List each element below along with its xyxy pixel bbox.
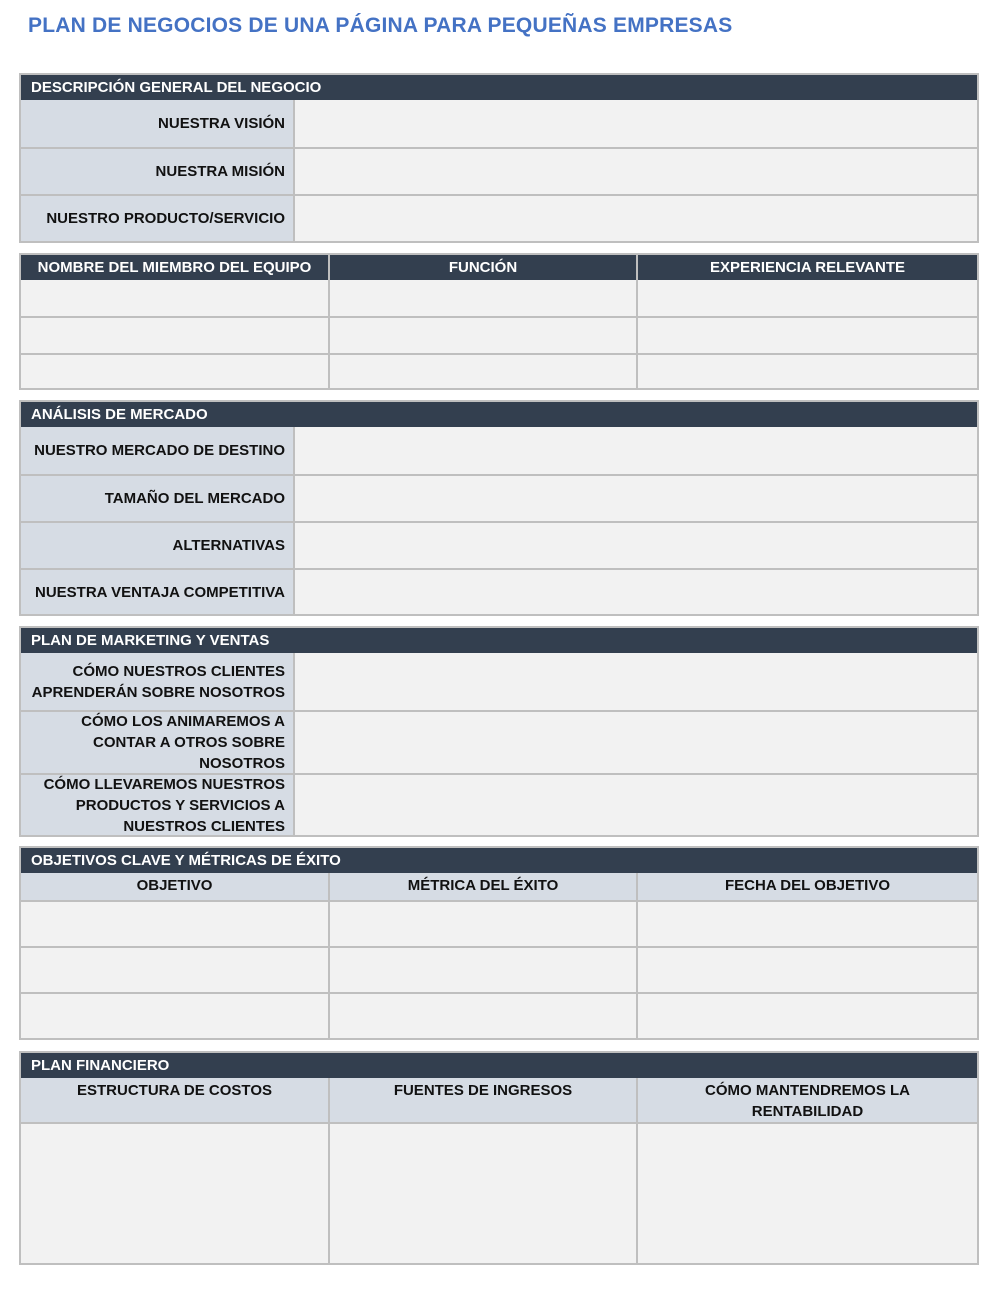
- row-label: CÓMO LLEVAREMOS NUESTROS PRODUCTOS Y SERVICIOS A NUESTROS CLIENTES: [21, 775, 295, 835]
- function-cell[interactable]: [330, 355, 638, 388]
- distribution-row: [21, 773, 977, 835]
- row-label: NUESTRA VENTAJA COMPETITIVA: [21, 570, 295, 614]
- experience-cell[interactable]: [638, 355, 977, 388]
- section-header: PLAN FINANCIERO: [21, 1053, 977, 1078]
- mission-field[interactable]: [295, 149, 977, 194]
- cost-structure-cell[interactable]: [21, 1124, 330, 1263]
- market-analysis-section: [19, 400, 979, 616]
- row-label: ALTERNATIVAS: [21, 523, 295, 568]
- experience-cell[interactable]: [638, 318, 977, 353]
- metric-cell[interactable]: [330, 902, 638, 946]
- date-cell[interactable]: [638, 902, 977, 946]
- table-row: [21, 1122, 977, 1263]
- competitive-advantage-row: [21, 568, 977, 614]
- product-service-field[interactable]: [295, 196, 977, 241]
- team-header-row: [21, 255, 977, 280]
- function-cell[interactable]: [330, 318, 638, 353]
- page-title: PLAN DE NEGOCIOS DE UNA PÁGINA PARA PEQUEÑAS EMPRESAS: [28, 14, 733, 37]
- customer-awareness-field[interactable]: [295, 653, 977, 710]
- section-header: DESCRIPCIÓN GENERAL DEL NEGOCIO: [21, 75, 977, 100]
- mission-row: [21, 147, 977, 194]
- row-label: NUESTRO PRODUCTO/SERVICIO: [21, 196, 295, 241]
- marketing-sales-section: [19, 626, 979, 837]
- row-label: CÓMO LOS ANIMAREMOS A CONTAR A OTROS SOBRE NOSOTROS: [21, 712, 295, 773]
- referral-row: [21, 710, 977, 773]
- profitability-cell[interactable]: [638, 1124, 977, 1263]
- column-header-profitability: CÓMO MANTENDREMOS LA RENTABILIDAD: [638, 1078, 977, 1122]
- customer-awareness-row: [21, 653, 977, 710]
- section-header: PLAN DE MARKETING Y VENTAS: [21, 628, 977, 653]
- table-row: [21, 353, 977, 388]
- distribution-field[interactable]: [295, 775, 977, 835]
- row-label: CÓMO NUESTROS CLIENTES APRENDERÁN SOBRE NOSOTROS: [21, 653, 295, 710]
- alternatives-row: [21, 521, 977, 568]
- column-header-revenue-sources: FUENTES DE INGRESOS: [330, 1078, 638, 1122]
- section-header: ANÁLISIS DE MERCADO: [21, 402, 977, 427]
- row-label: NUESTRO MERCADO DE DESTINO: [21, 427, 295, 474]
- objectives-section: [19, 846, 979, 1040]
- financial-header-row: [21, 1078, 977, 1122]
- financial-plan-section: [19, 1051, 979, 1265]
- table-row: [21, 900, 977, 946]
- business-overview-section: [19, 73, 979, 243]
- column-header-member-name: NOMBRE DEL MIEMBRO DEL EQUIPO: [21, 255, 330, 280]
- market-size-row: [21, 474, 977, 521]
- column-header-objective: OBJETIVO: [21, 873, 330, 900]
- objectives-header-row: [21, 873, 977, 900]
- section-header: OBJETIVOS CLAVE Y MÉTRICAS DE ÉXITO: [21, 848, 977, 873]
- column-header-experience: EXPERIENCIA RELEVANTE: [638, 255, 977, 280]
- revenue-sources-cell[interactable]: [330, 1124, 638, 1263]
- table-row: [21, 992, 977, 1038]
- table-row: [21, 316, 977, 353]
- target-market-field[interactable]: [295, 427, 977, 474]
- column-header-metric: MÉTRICA DEL ÉXITO: [330, 873, 638, 900]
- date-cell[interactable]: [638, 994, 977, 1038]
- vision-row: [21, 100, 977, 147]
- experience-cell[interactable]: [638, 280, 977, 316]
- objective-cell[interactable]: [21, 902, 330, 946]
- metric-cell[interactable]: [330, 948, 638, 992]
- table-row: [21, 280, 977, 316]
- vision-field[interactable]: [295, 100, 977, 147]
- member-name-cell[interactable]: [21, 318, 330, 353]
- row-label: TAMAÑO DEL MERCADO: [21, 476, 295, 521]
- team-table: [19, 253, 979, 390]
- column-header-date: FECHA DEL OBJETIVO: [638, 873, 977, 900]
- target-market-row: [21, 427, 977, 474]
- date-cell[interactable]: [638, 948, 977, 992]
- column-header-cost-structure: ESTRUCTURA DE COSTOS: [21, 1078, 330, 1122]
- row-label: NUESTRA MISIÓN: [21, 149, 295, 194]
- alternatives-field[interactable]: [295, 523, 977, 568]
- function-cell[interactable]: [330, 280, 638, 316]
- referral-field[interactable]: [295, 712, 977, 773]
- table-row: [21, 946, 977, 992]
- competitive-advantage-field[interactable]: [295, 570, 977, 614]
- member-name-cell[interactable]: [21, 355, 330, 388]
- objective-cell[interactable]: [21, 948, 330, 992]
- member-name-cell[interactable]: [21, 280, 330, 316]
- metric-cell[interactable]: [330, 994, 638, 1038]
- row-label: NUESTRA VISIÓN: [21, 100, 295, 147]
- market-size-field[interactable]: [295, 476, 977, 521]
- product-service-row: [21, 194, 977, 241]
- column-header-function: FUNCIÓN: [330, 255, 638, 280]
- objective-cell[interactable]: [21, 994, 330, 1038]
